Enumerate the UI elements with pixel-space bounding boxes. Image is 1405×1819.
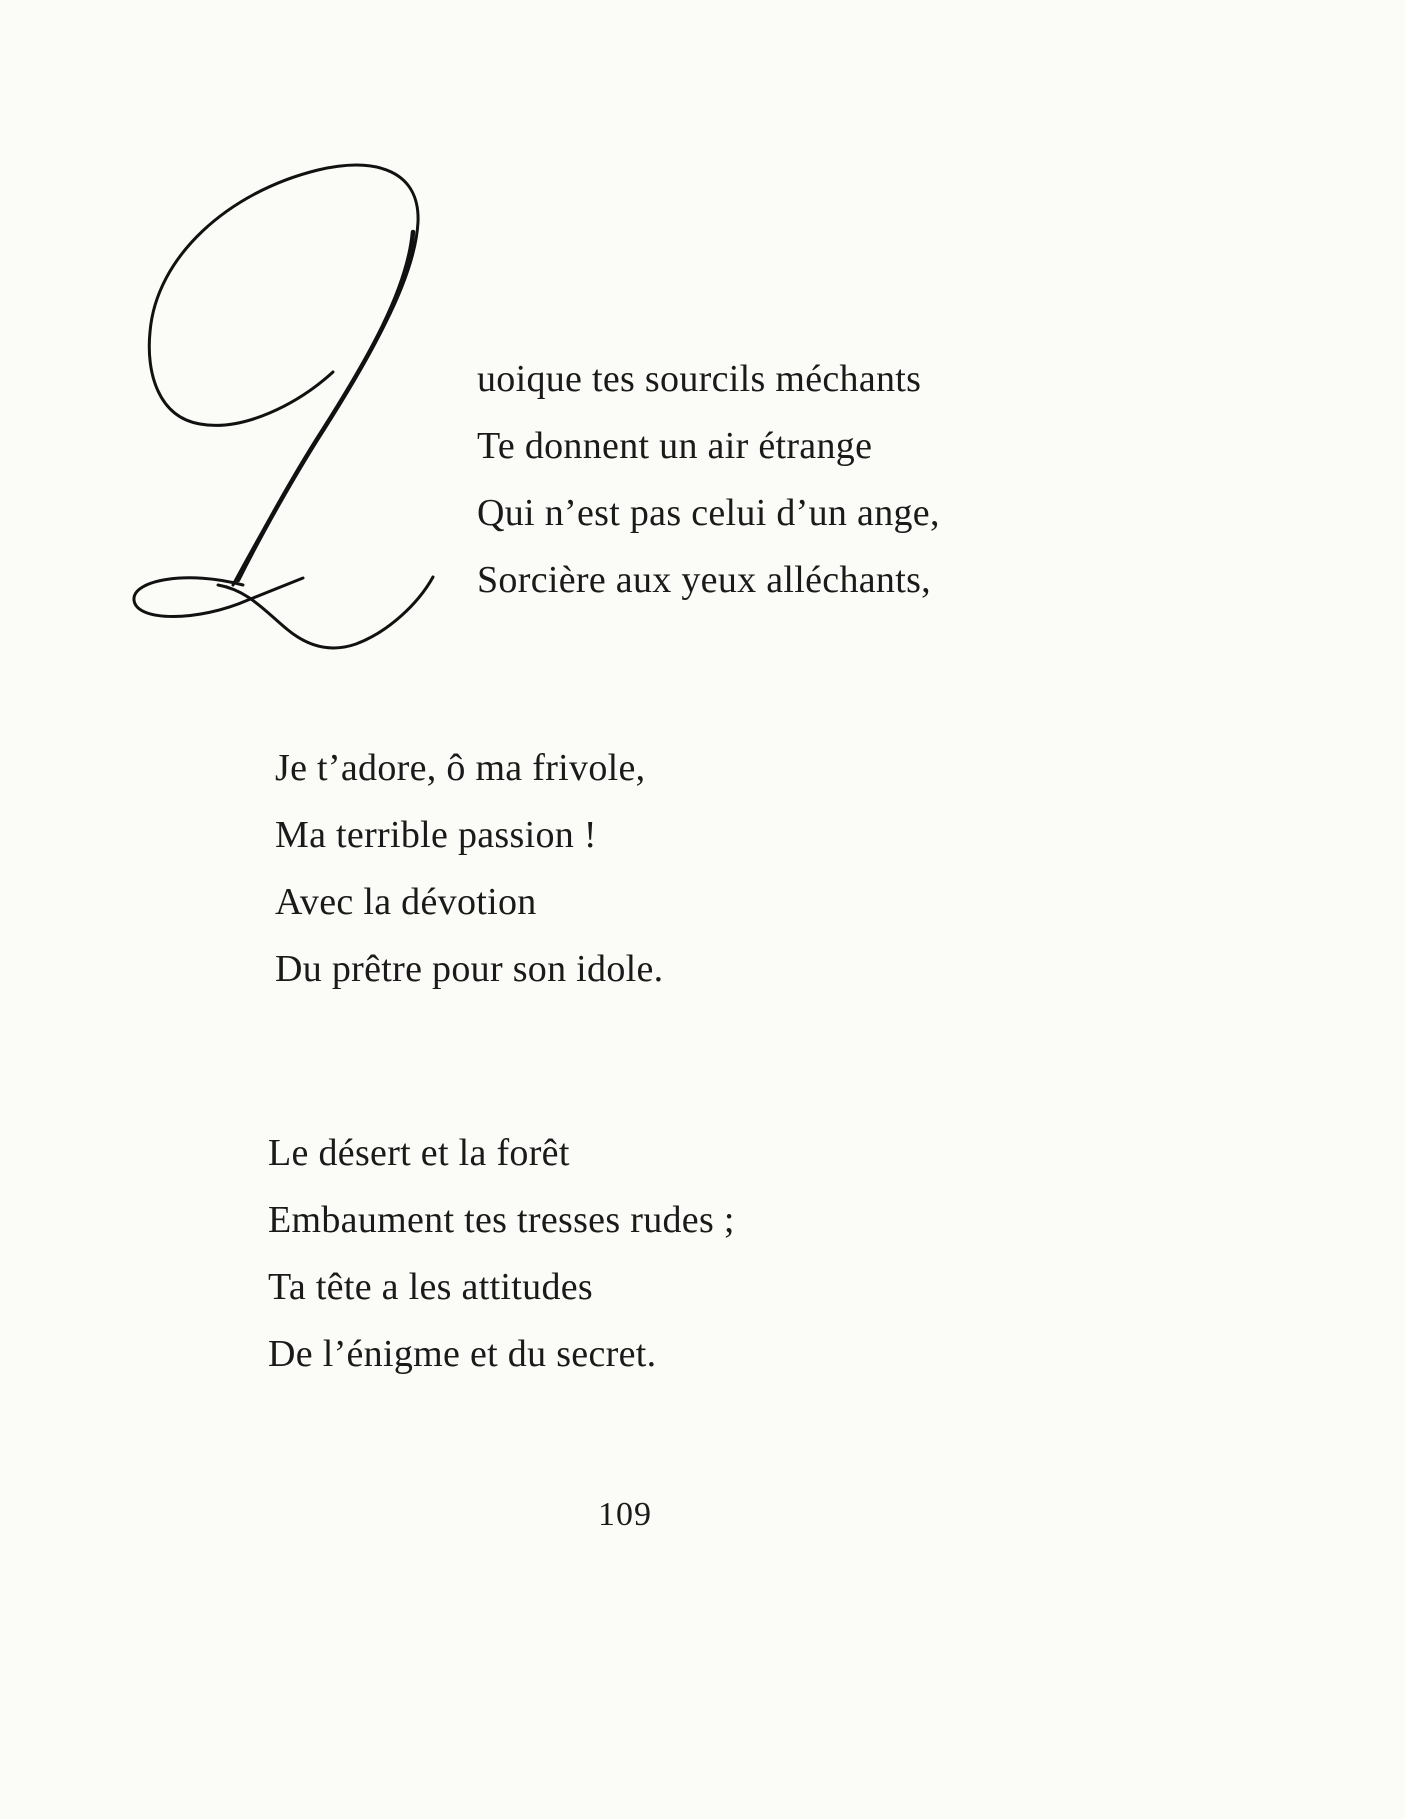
page-number: 109 [598,1496,652,1533]
verse-line: Sorcière aux yeux alléchants, [477,559,931,601]
verse-line: Te donnent un air étrange [477,425,873,467]
verse-line: Le désert et la forêt [268,1132,570,1174]
verse-line: uoique tes sourcils méchants [477,358,922,400]
verse-line: Du prêtre pour son idole. [275,948,664,990]
verse-line: Ma terrible passion ! [275,814,597,856]
verse-line: Qui n’est pas celui d’un ange, [477,492,940,534]
verse-line: Ta tête a les attitudes [268,1266,594,1308]
stanza-2 [275,735,663,1003]
verse-line: Embaument tes tresses rudes ; [268,1199,735,1241]
verse-line: Avec la dévotion [275,881,537,923]
stanza-3 [268,1120,735,1388]
calligraphic-q-initial-icon [128,32,448,672]
verse-line: De l’énigme et du secret. [268,1333,657,1375]
verse-line: Je t’adore, ô ma frivole, [275,747,646,789]
stanza-1 [477,346,940,614]
